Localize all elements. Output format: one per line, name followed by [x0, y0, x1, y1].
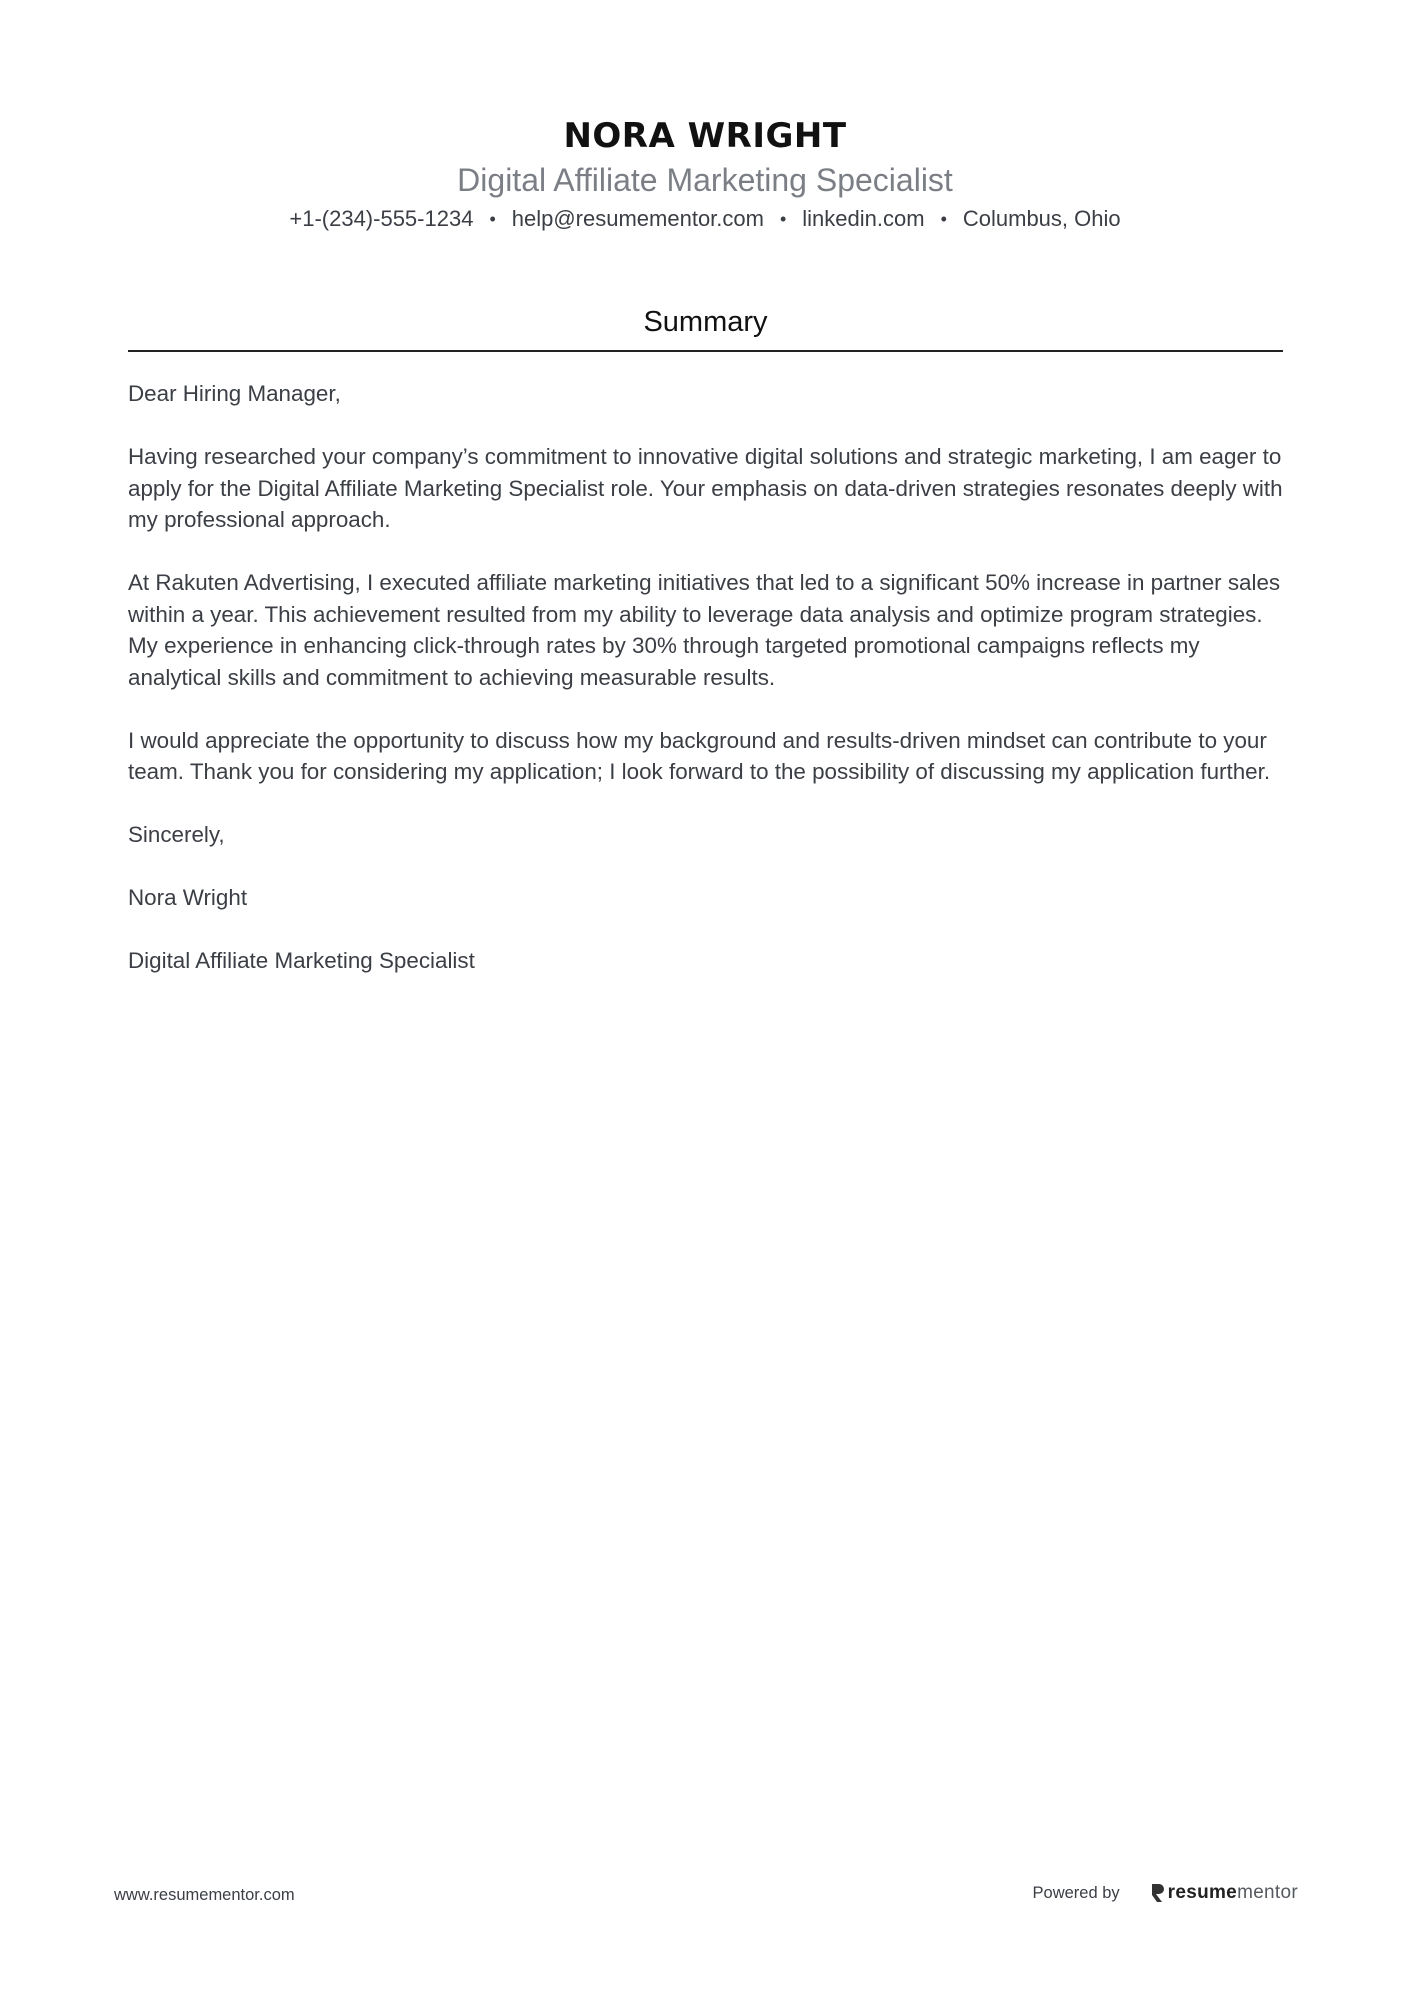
contact-linkedin[interactable]: linkedin.com — [802, 206, 925, 231]
section-title-summary: Summary — [643, 306, 768, 338]
contact-separator: • — [779, 209, 787, 229]
contact-separator: • — [940, 209, 947, 229]
applicant-job-title: Digital Affiliate Marketing Specialist — [457, 162, 953, 198]
brand-name-part-1: resume — [1167, 1882, 1238, 1903]
footer-website[interactable]: www.resumementor.com — [114, 1886, 295, 1904]
letter-paragraph: Having researched your company’s commitment to innovative digital solutions and strategic marketing, I am eager to apply for the Digital Affiliate Marketing Specialist role. Your emphasis on data-driven strategies resonates deeply with my professional approach. — [128, 444, 1283, 532]
applicant-name: NORA WRIGHT — [563, 116, 847, 156]
letter-greeting: Dear Hiring Manager, — [128, 381, 341, 406]
contact-separator: • — [489, 209, 496, 229]
letter-paragraph: At Rakuten Advertising, I executed affiliate marketing initiatives that led to a significant 50% increase in partner sales within a year. This achievement resulted from my ability to leverage data analysis and optimize program strategies. My experience in enhancing click-through rates by 30% through targeted promotional campaigns reflects my analytical skills and commitment to achieving measurable results. — [128, 570, 1281, 690]
resumementor-logo[interactable] — [1150, 1882, 1298, 1904]
letter-body — [128, 378, 1288, 1008]
contact-line — [0, 204, 1410, 234]
contact-phone: +1-(234)-555-1234 — [289, 206, 474, 231]
letter-paragraph: I would appreciate the opportunity to discuss how my background and results-driven mindset can contribute to your team. Thank you for considering my application; I look forward to the possibility of discussing my application further. — [128, 727, 1271, 784]
brand-name-part-2: mentor — [1237, 1882, 1298, 1903]
signature-title: Digital Affiliate Marketing Specialist — [128, 948, 475, 973]
powered-by-label: Powered by — [1032, 1883, 1120, 1902]
footer-branding — [1033, 1882, 1298, 1904]
contact-email[interactable]: help@resumementor.com — [511, 206, 764, 231]
letter-header — [0, 112, 1410, 234]
contact-location: Columbus, Ohio — [962, 206, 1121, 231]
letter-closing: Sincerely, — [128, 822, 225, 847]
resumementor-logo-icon — [1150, 1883, 1164, 1903]
signature-name: Nora Wright — [128, 885, 248, 910]
section-divider — [128, 350, 1283, 352]
